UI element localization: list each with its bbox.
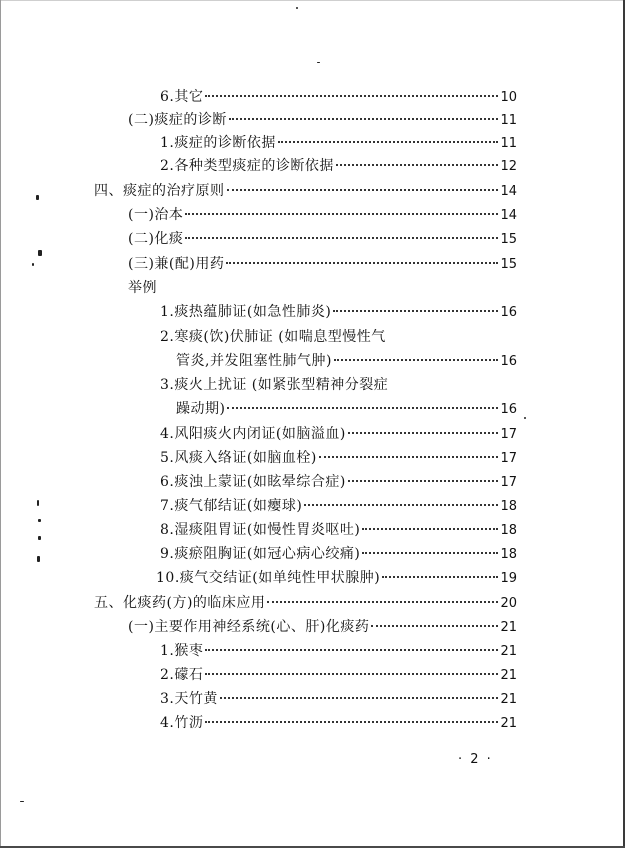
toc-entry-page: 12 [500, 159, 517, 174]
toc-entry [128, 111, 517, 130]
toc-subheading: 举例 [128, 280, 157, 296]
dot-leader [348, 480, 499, 482]
dot-leader [382, 576, 498, 578]
toc-entry [160, 303, 517, 322]
toc-entry-page: 18 [500, 547, 517, 562]
scan-speck [38, 519, 41, 522]
toc-entry-page: 18 [500, 523, 517, 538]
toc-entry [156, 569, 517, 588]
toc-entry-title: 4.竹沥 [160, 715, 204, 731]
scan-speck [296, 7, 298, 9]
toc-entry-title: 2.各种类型痰症的诊断依据 [160, 158, 334, 174]
toc-entry-title-line: 3.痰火上扰证 (如紧张型精神分裂症 [160, 377, 389, 393]
toc-entry-page: 21 [500, 692, 517, 707]
toc-entry-title: 6.痰浊上蒙证(如眩晕综合症) [160, 474, 346, 490]
toc-entry-title: 8.湿痰阻胃证(如慢性胃炎呕吐) [160, 522, 361, 538]
toc-entry [160, 521, 517, 540]
toc-entry-title: (三)兼(配)用药 [128, 256, 225, 272]
toc-entry-page: 14 [500, 208, 517, 223]
dot-leader [336, 164, 499, 166]
scan-speck [32, 263, 34, 266]
dot-leader [185, 213, 498, 215]
toc-entry-page: 16 [500, 354, 517, 369]
toc-entry-title: 4.风阳痰火内闭证(如脑溢血) [160, 426, 346, 442]
dot-leader [267, 601, 498, 603]
toc-entry [94, 182, 517, 201]
scan-speck [20, 801, 24, 802]
toc-entry-page: 17 [500, 451, 517, 466]
toc-entry-page: 11 [500, 113, 517, 128]
dot-leader [334, 359, 499, 361]
scan-speck [317, 62, 320, 63]
dot-leader [226, 262, 498, 264]
dot-leader [362, 552, 498, 554]
dot-leader [205, 721, 498, 723]
toc-entry-page: 21 [500, 716, 517, 731]
dot-leader [333, 310, 498, 312]
scan-speck [36, 195, 39, 200]
toc-entry-title: 2.礞石 [160, 667, 204, 683]
scan-border-left [0, 0, 1, 848]
toc-entry-title: 五、化痰药(方)的临床应用 [94, 595, 266, 611]
toc-entry-title: 管炎,并发阻塞性肺气肿) [176, 353, 332, 369]
dot-leader [348, 432, 499, 434]
toc-entry [160, 425, 517, 444]
dot-leader [304, 504, 498, 506]
scan-speck [38, 536, 41, 540]
toc-entry [128, 618, 517, 637]
toc-entry-page: 16 [500, 402, 517, 417]
toc-entry-continuation [176, 400, 517, 419]
toc-entry-title: 1.痰热蕴肺证(如急性肺炎) [160, 304, 332, 320]
dot-leader [371, 625, 498, 627]
toc-entry-title: 3.天竹黄 [160, 691, 218, 707]
dot-leader [227, 189, 499, 191]
page-number: · 2 · [458, 752, 493, 767]
toc-entry-page: 17 [500, 427, 517, 442]
toc-entry [160, 157, 517, 176]
toc-entry [160, 449, 517, 468]
toc-entry-title: (二)化痰 [128, 231, 184, 247]
toc-entry [128, 206, 517, 225]
toc-entry-page: 21 [500, 620, 517, 635]
scan-border-top [0, 0, 625, 1]
toc-entry-title: 9.痰瘀阻胸证(如冠心病心绞痛) [160, 546, 361, 562]
toc-entry [94, 594, 517, 613]
toc-entry-title: 躁动期) [176, 401, 226, 417]
toc-entry-page: 19 [500, 571, 517, 586]
scan-speck [38, 250, 42, 256]
toc-entry-title: (一)主要作用神经系统(心、肝)化痰药 [128, 619, 370, 635]
toc-entry-page: 16 [500, 305, 517, 320]
toc-entry [160, 690, 517, 709]
toc-entry-page: 14 [500, 184, 517, 199]
toc-entry [160, 134, 517, 153]
dot-leader [362, 528, 498, 530]
toc-entry-title-line: 2.寒痰(饮)伏肺证 (如喘息型慢性气 [160, 329, 386, 345]
toc-entry-page: 21 [500, 668, 517, 683]
toc-entry-page: 15 [500, 232, 517, 247]
toc-entry [128, 255, 517, 274]
toc-entry-title: 5.风痰入络证(如脑血栓) [160, 450, 317, 466]
toc-entry-page: 15 [500, 257, 517, 272]
toc-entry [128, 230, 517, 249]
toc-entry-continuation [176, 352, 517, 371]
toc-entry-page: 18 [500, 499, 517, 514]
toc-entry-page: 17 [500, 475, 517, 490]
toc-entry [160, 545, 517, 564]
toc-entry-title: 6.其它 [160, 89, 204, 105]
scan-speck [37, 500, 39, 506]
toc-entry [160, 666, 517, 685]
toc-entry-title: 1.猴枣 [160, 643, 204, 659]
toc-entry-title: 7.痰气郁结证(如瘿球) [160, 498, 303, 514]
toc-entry [160, 497, 517, 516]
scan-speck [524, 417, 526, 419]
toc-entry-title: (一)治本 [128, 207, 184, 223]
toc-entry [160, 88, 517, 107]
dot-leader [278, 141, 499, 143]
dot-leader [185, 237, 498, 239]
toc-entry [160, 642, 517, 661]
dot-leader [319, 456, 499, 458]
dot-leader [205, 673, 498, 675]
toc-entry-title: (二)痰症的诊断 [128, 112, 227, 128]
toc-entry-title: 10.痰气交结证(如单纯性甲状腺肿) [156, 570, 381, 586]
dot-leader [227, 407, 498, 409]
dot-leader [205, 649, 498, 651]
toc-entry-title: 四、痰症的治疗原则 [94, 183, 225, 199]
dot-leader [229, 118, 499, 120]
dot-leader [220, 697, 499, 699]
toc-entry-page: 10 [500, 90, 517, 105]
dot-leader [205, 95, 498, 97]
scan-speck [37, 556, 40, 562]
toc-entry-page: 11 [500, 136, 517, 151]
toc-entry-page: 20 [500, 596, 517, 611]
toc-entry-page: 21 [500, 644, 517, 659]
toc-entry-title: 1.痰症的诊断依据 [160, 135, 276, 151]
toc-entry [160, 473, 517, 492]
toc-entry [160, 714, 517, 733]
